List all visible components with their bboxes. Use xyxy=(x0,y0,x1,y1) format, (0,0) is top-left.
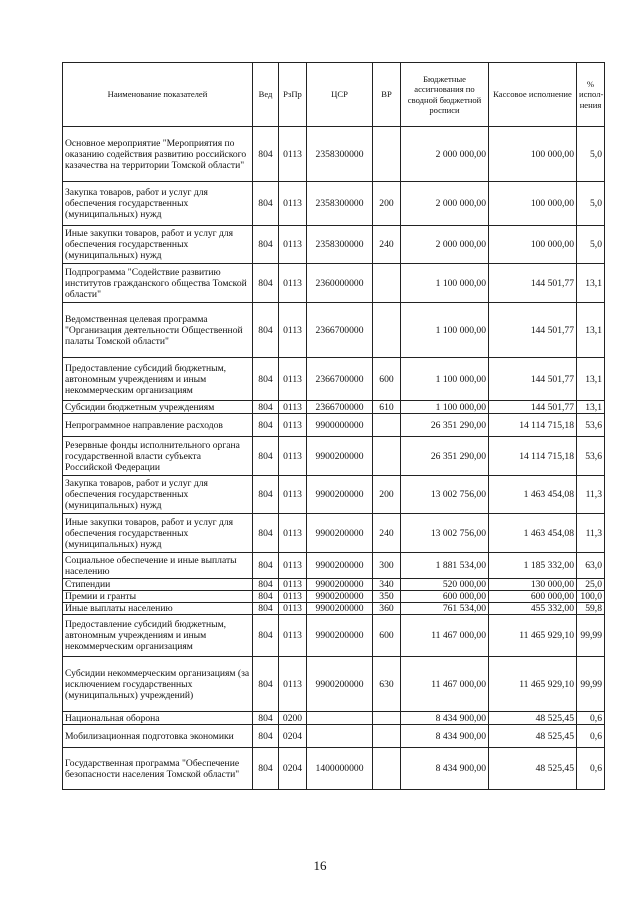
cell-rzpr: 0113 xyxy=(279,514,307,553)
table-row xyxy=(63,712,605,725)
cell-ved: 804 xyxy=(253,358,279,401)
cell-rzpr: 0113 xyxy=(279,401,307,414)
cell-vr: 350 xyxy=(373,591,401,603)
table-header-row xyxy=(63,63,605,127)
cell-pct: 11,3 xyxy=(577,514,605,553)
cell-assign: 600 000,00 xyxy=(401,591,489,603)
cell-pct: 99,99 xyxy=(577,615,605,657)
cell-ved: 804 xyxy=(253,725,279,748)
table-body xyxy=(63,127,605,790)
cell-assign: 761 534,00 xyxy=(401,603,489,615)
cell-ved: 804 xyxy=(253,514,279,553)
cell-ved: 804 xyxy=(253,127,279,182)
cell-ved: 804 xyxy=(253,553,279,579)
cell-ved: 804 xyxy=(253,414,279,437)
cell-rzpr: 0113 xyxy=(279,226,307,264)
table-row xyxy=(63,401,605,414)
cell-name: Социальное обеспечение и иные выплаты населению xyxy=(63,553,253,579)
cell-rzpr: 0204 xyxy=(279,725,307,748)
cell-vr xyxy=(373,712,401,725)
cell-assign: 2 000 000,00 xyxy=(401,182,489,226)
cell-ved: 804 xyxy=(253,226,279,264)
cell-pct: 5,0 xyxy=(577,182,605,226)
cell-vr: 240 xyxy=(373,226,401,264)
cell-cash: 100 000,00 xyxy=(489,226,577,264)
cell-rzpr: 0204 xyxy=(279,748,307,790)
table-row xyxy=(63,476,605,514)
cell-name: Подпрограмма "Содействие развитию институтов гражданского общества Томской области" xyxy=(63,264,253,303)
header-rzpr: РзПр xyxy=(279,63,307,127)
cell-csr: 2360000000 xyxy=(307,264,373,303)
cell-name: Национальная оборона xyxy=(63,712,253,725)
cell-rzpr: 0113 xyxy=(279,127,307,182)
cell-name: Иные закупки товаров, работ и услуг для обеспечения государственных (муниципальных) нужд xyxy=(63,226,253,264)
cell-vr xyxy=(373,127,401,182)
cell-pct: 0,6 xyxy=(577,725,605,748)
table-row xyxy=(63,358,605,401)
cell-name: Субсидии некоммерческим организациям (за исключением государственных (муниципальных) учреждений) xyxy=(63,657,253,712)
cell-cash: 48 525,45 xyxy=(489,712,577,725)
cell-ved: 804 xyxy=(253,603,279,615)
header-assign: Бюджетные ассигнования по сводной бюджетной росписи xyxy=(401,63,489,127)
cell-csr: 2366700000 xyxy=(307,303,373,358)
cell-ved: 804 xyxy=(253,591,279,603)
header-vr: ВР xyxy=(373,63,401,127)
cell-rzpr: 0113 xyxy=(279,615,307,657)
cell-name: Премии и гранты xyxy=(63,591,253,603)
cell-assign: 26 351 290,00 xyxy=(401,414,489,437)
cell-vr: 240 xyxy=(373,514,401,553)
cell-vr: 340 xyxy=(373,579,401,591)
cell-name: Государственная программа "Обеспечение безопасности населения Томской области" xyxy=(63,748,253,790)
cell-assign: 13 002 756,00 xyxy=(401,476,489,514)
cell-ved: 804 xyxy=(253,303,279,358)
cell-assign: 2 000 000,00 xyxy=(401,127,489,182)
cell-name: Иные выплаты населению xyxy=(63,603,253,615)
table-row xyxy=(63,615,605,657)
cell-csr: 2358300000 xyxy=(307,226,373,264)
cell-csr: 2358300000 xyxy=(307,182,373,226)
cell-vr: 630 xyxy=(373,657,401,712)
cell-csr: 9900200000 xyxy=(307,591,373,603)
cell-vr: 610 xyxy=(373,401,401,414)
cell-name: Предоставление субсидий бюджетным, автономным учреждениям и иным некоммерческим организациям xyxy=(63,615,253,657)
cell-name: Закупка товаров, работ и услуг для обеспечения государственных (муниципальных) нужд xyxy=(63,182,253,226)
cell-name: Основное мероприятие "Мероприятия по оказанию содействия развитию российского казачества на территории Томской области" xyxy=(63,127,253,182)
cell-cash: 144 501,77 xyxy=(489,264,577,303)
cell-cash: 1 463 454,08 xyxy=(489,514,577,553)
cell-pct: 100,0 xyxy=(577,591,605,603)
cell-csr: 9900200000 xyxy=(307,476,373,514)
cell-pct: 13,1 xyxy=(577,264,605,303)
cell-rzpr: 0200 xyxy=(279,712,307,725)
cell-vr xyxy=(373,264,401,303)
cell-pct: 13,1 xyxy=(577,303,605,358)
table-row xyxy=(63,657,605,712)
cell-assign: 1 100 000,00 xyxy=(401,401,489,414)
cell-rzpr: 0113 xyxy=(279,303,307,358)
cell-cash: 455 332,00 xyxy=(489,603,577,615)
cell-csr xyxy=(307,712,373,725)
cell-ved: 804 xyxy=(253,615,279,657)
cell-cash: 1 463 454,08 xyxy=(489,476,577,514)
cell-vr: 600 xyxy=(373,615,401,657)
cell-csr: 2358300000 xyxy=(307,127,373,182)
table-row xyxy=(63,226,605,264)
cell-pct: 5,0 xyxy=(577,127,605,182)
cell-cash: 144 501,77 xyxy=(489,303,577,358)
cell-ved: 804 xyxy=(253,476,279,514)
cell-pct: 59,8 xyxy=(577,603,605,615)
cell-assign: 13 002 756,00 xyxy=(401,514,489,553)
page-number: 16 xyxy=(313,858,327,873)
table-row xyxy=(63,591,605,603)
cell-vr xyxy=(373,748,401,790)
table-row xyxy=(63,603,605,615)
cell-cash: 14 114 715,18 xyxy=(489,414,577,437)
cell-rzpr: 0113 xyxy=(279,358,307,401)
cell-vr xyxy=(373,437,401,476)
cell-ved: 804 xyxy=(253,657,279,712)
budget-table-sheet xyxy=(62,62,604,790)
cell-ved: 804 xyxy=(253,579,279,591)
cell-name: Мобилизационная подготовка экономики xyxy=(63,725,253,748)
cell-csr: 2366700000 xyxy=(307,401,373,414)
cell-rzpr: 0113 xyxy=(279,264,307,303)
table-row xyxy=(63,182,605,226)
cell-cash: 1 185 332,00 xyxy=(489,553,577,579)
cell-ved: 804 xyxy=(253,264,279,303)
cell-cash: 14 114 715,18 xyxy=(489,437,577,476)
cell-assign: 1 100 000,00 xyxy=(401,264,489,303)
cell-cash: 100 000,00 xyxy=(489,182,577,226)
cell-pct: 11,3 xyxy=(577,476,605,514)
cell-name: Стипендии xyxy=(63,579,253,591)
cell-rzpr: 0113 xyxy=(279,437,307,476)
cell-csr: 9900200000 xyxy=(307,657,373,712)
cell-ved: 804 xyxy=(253,748,279,790)
cell-rzpr: 0113 xyxy=(279,553,307,579)
cell-name: Предоставление субсидий бюджетным, автономным учреждениям и иным некоммерческим организациям xyxy=(63,358,253,401)
cell-pct: 0,6 xyxy=(577,712,605,725)
cell-assign: 8 434 900,00 xyxy=(401,748,489,790)
cell-vr: 200 xyxy=(373,476,401,514)
cell-vr xyxy=(373,725,401,748)
header-csr: ЦСР xyxy=(307,63,373,127)
cell-pct: 13,1 xyxy=(577,358,605,401)
cell-ved: 804 xyxy=(253,182,279,226)
cell-cash: 144 501,77 xyxy=(489,358,577,401)
cell-assign: 26 351 290,00 xyxy=(401,437,489,476)
cell-csr: 9900200000 xyxy=(307,579,373,591)
cell-assign: 8 434 900,00 xyxy=(401,712,489,725)
cell-rzpr: 0113 xyxy=(279,657,307,712)
cell-cash: 48 525,45 xyxy=(489,725,577,748)
cell-csr: 9900000000 xyxy=(307,414,373,437)
cell-ved: 804 xyxy=(253,437,279,476)
cell-vr xyxy=(373,303,401,358)
cell-assign: 11 467 000,00 xyxy=(401,615,489,657)
cell-assign: 1 881 534,00 xyxy=(401,553,489,579)
table-row xyxy=(63,414,605,437)
cell-vr: 300 xyxy=(373,553,401,579)
cell-csr: 9900200000 xyxy=(307,514,373,553)
cell-rzpr: 0113 xyxy=(279,579,307,591)
cell-assign: 2 000 000,00 xyxy=(401,226,489,264)
cell-assign: 1 100 000,00 xyxy=(401,358,489,401)
cell-vr: 360 xyxy=(373,603,401,615)
cell-name: Субсидии бюджетным учреждениям xyxy=(63,401,253,414)
header-cash: Кассовое исполнение xyxy=(489,63,577,127)
cell-rzpr: 0113 xyxy=(279,591,307,603)
cell-ved: 804 xyxy=(253,712,279,725)
cell-name: Иные закупки товаров, работ и услуг для обеспечения государственных (муниципальных) нужд xyxy=(63,514,253,553)
cell-rzpr: 0113 xyxy=(279,182,307,226)
cell-pct: 0,6 xyxy=(577,748,605,790)
cell-csr: 9900200000 xyxy=(307,553,373,579)
cell-ved: 804 xyxy=(253,401,279,414)
cell-cash: 144 501,77 xyxy=(489,401,577,414)
cell-cash: 600 000,00 xyxy=(489,591,577,603)
table-row xyxy=(63,725,605,748)
cell-name: Непрограммное направление расходов xyxy=(63,414,253,437)
table-row xyxy=(63,437,605,476)
header-pct: % испол-нения xyxy=(577,63,605,127)
cell-pct: 25,0 xyxy=(577,579,605,591)
cell-cash: 11 465 929,10 xyxy=(489,657,577,712)
table-row xyxy=(63,264,605,303)
cell-csr: 1400000000 xyxy=(307,748,373,790)
cell-rzpr: 0113 xyxy=(279,476,307,514)
cell-vr: 200 xyxy=(373,182,401,226)
table-row xyxy=(63,579,605,591)
cell-pct: 53,6 xyxy=(577,414,605,437)
cell-pct: 13,1 xyxy=(577,401,605,414)
header-name: Наименование показателей xyxy=(63,63,253,127)
cell-csr xyxy=(307,725,373,748)
table-row xyxy=(63,514,605,553)
cell-pct: 53,6 xyxy=(577,437,605,476)
cell-csr: 2366700000 xyxy=(307,358,373,401)
cell-name: Резервные фонды исполнительного органа государственной власти субъекта Российской Федерации xyxy=(63,437,253,476)
cell-assign: 8 434 900,00 xyxy=(401,725,489,748)
cell-rzpr: 0113 xyxy=(279,414,307,437)
cell-csr: 9900200000 xyxy=(307,615,373,657)
cell-cash: 11 465 929,10 xyxy=(489,615,577,657)
cell-cash: 130 000,00 xyxy=(489,579,577,591)
cell-assign: 11 467 000,00 xyxy=(401,657,489,712)
cell-vr: 600 xyxy=(373,358,401,401)
header-ved: Вед xyxy=(253,63,279,127)
table-row xyxy=(63,127,605,182)
cell-cash: 48 525,45 xyxy=(489,748,577,790)
budget-table xyxy=(62,62,605,790)
cell-name: Ведомственная целевая программа "Организация деятельности Общественной палаты Томской области" xyxy=(63,303,253,358)
table-row xyxy=(63,748,605,790)
cell-name: Закупка товаров, работ и услуг для обеспечения государственных (муниципальных) нужд xyxy=(63,476,253,514)
cell-csr: 9900200000 xyxy=(307,603,373,615)
cell-assign: 520 000,00 xyxy=(401,579,489,591)
cell-csr: 9900200000 xyxy=(307,437,373,476)
table-row xyxy=(63,553,605,579)
cell-pct: 5,0 xyxy=(577,226,605,264)
cell-vr xyxy=(373,414,401,437)
cell-assign: 1 100 000,00 xyxy=(401,303,489,358)
table-row xyxy=(63,303,605,358)
cell-pct: 99,99 xyxy=(577,657,605,712)
cell-rzpr: 0113 xyxy=(279,603,307,615)
cell-cash: 100 000,00 xyxy=(489,127,577,182)
cell-pct: 63,0 xyxy=(577,553,605,579)
